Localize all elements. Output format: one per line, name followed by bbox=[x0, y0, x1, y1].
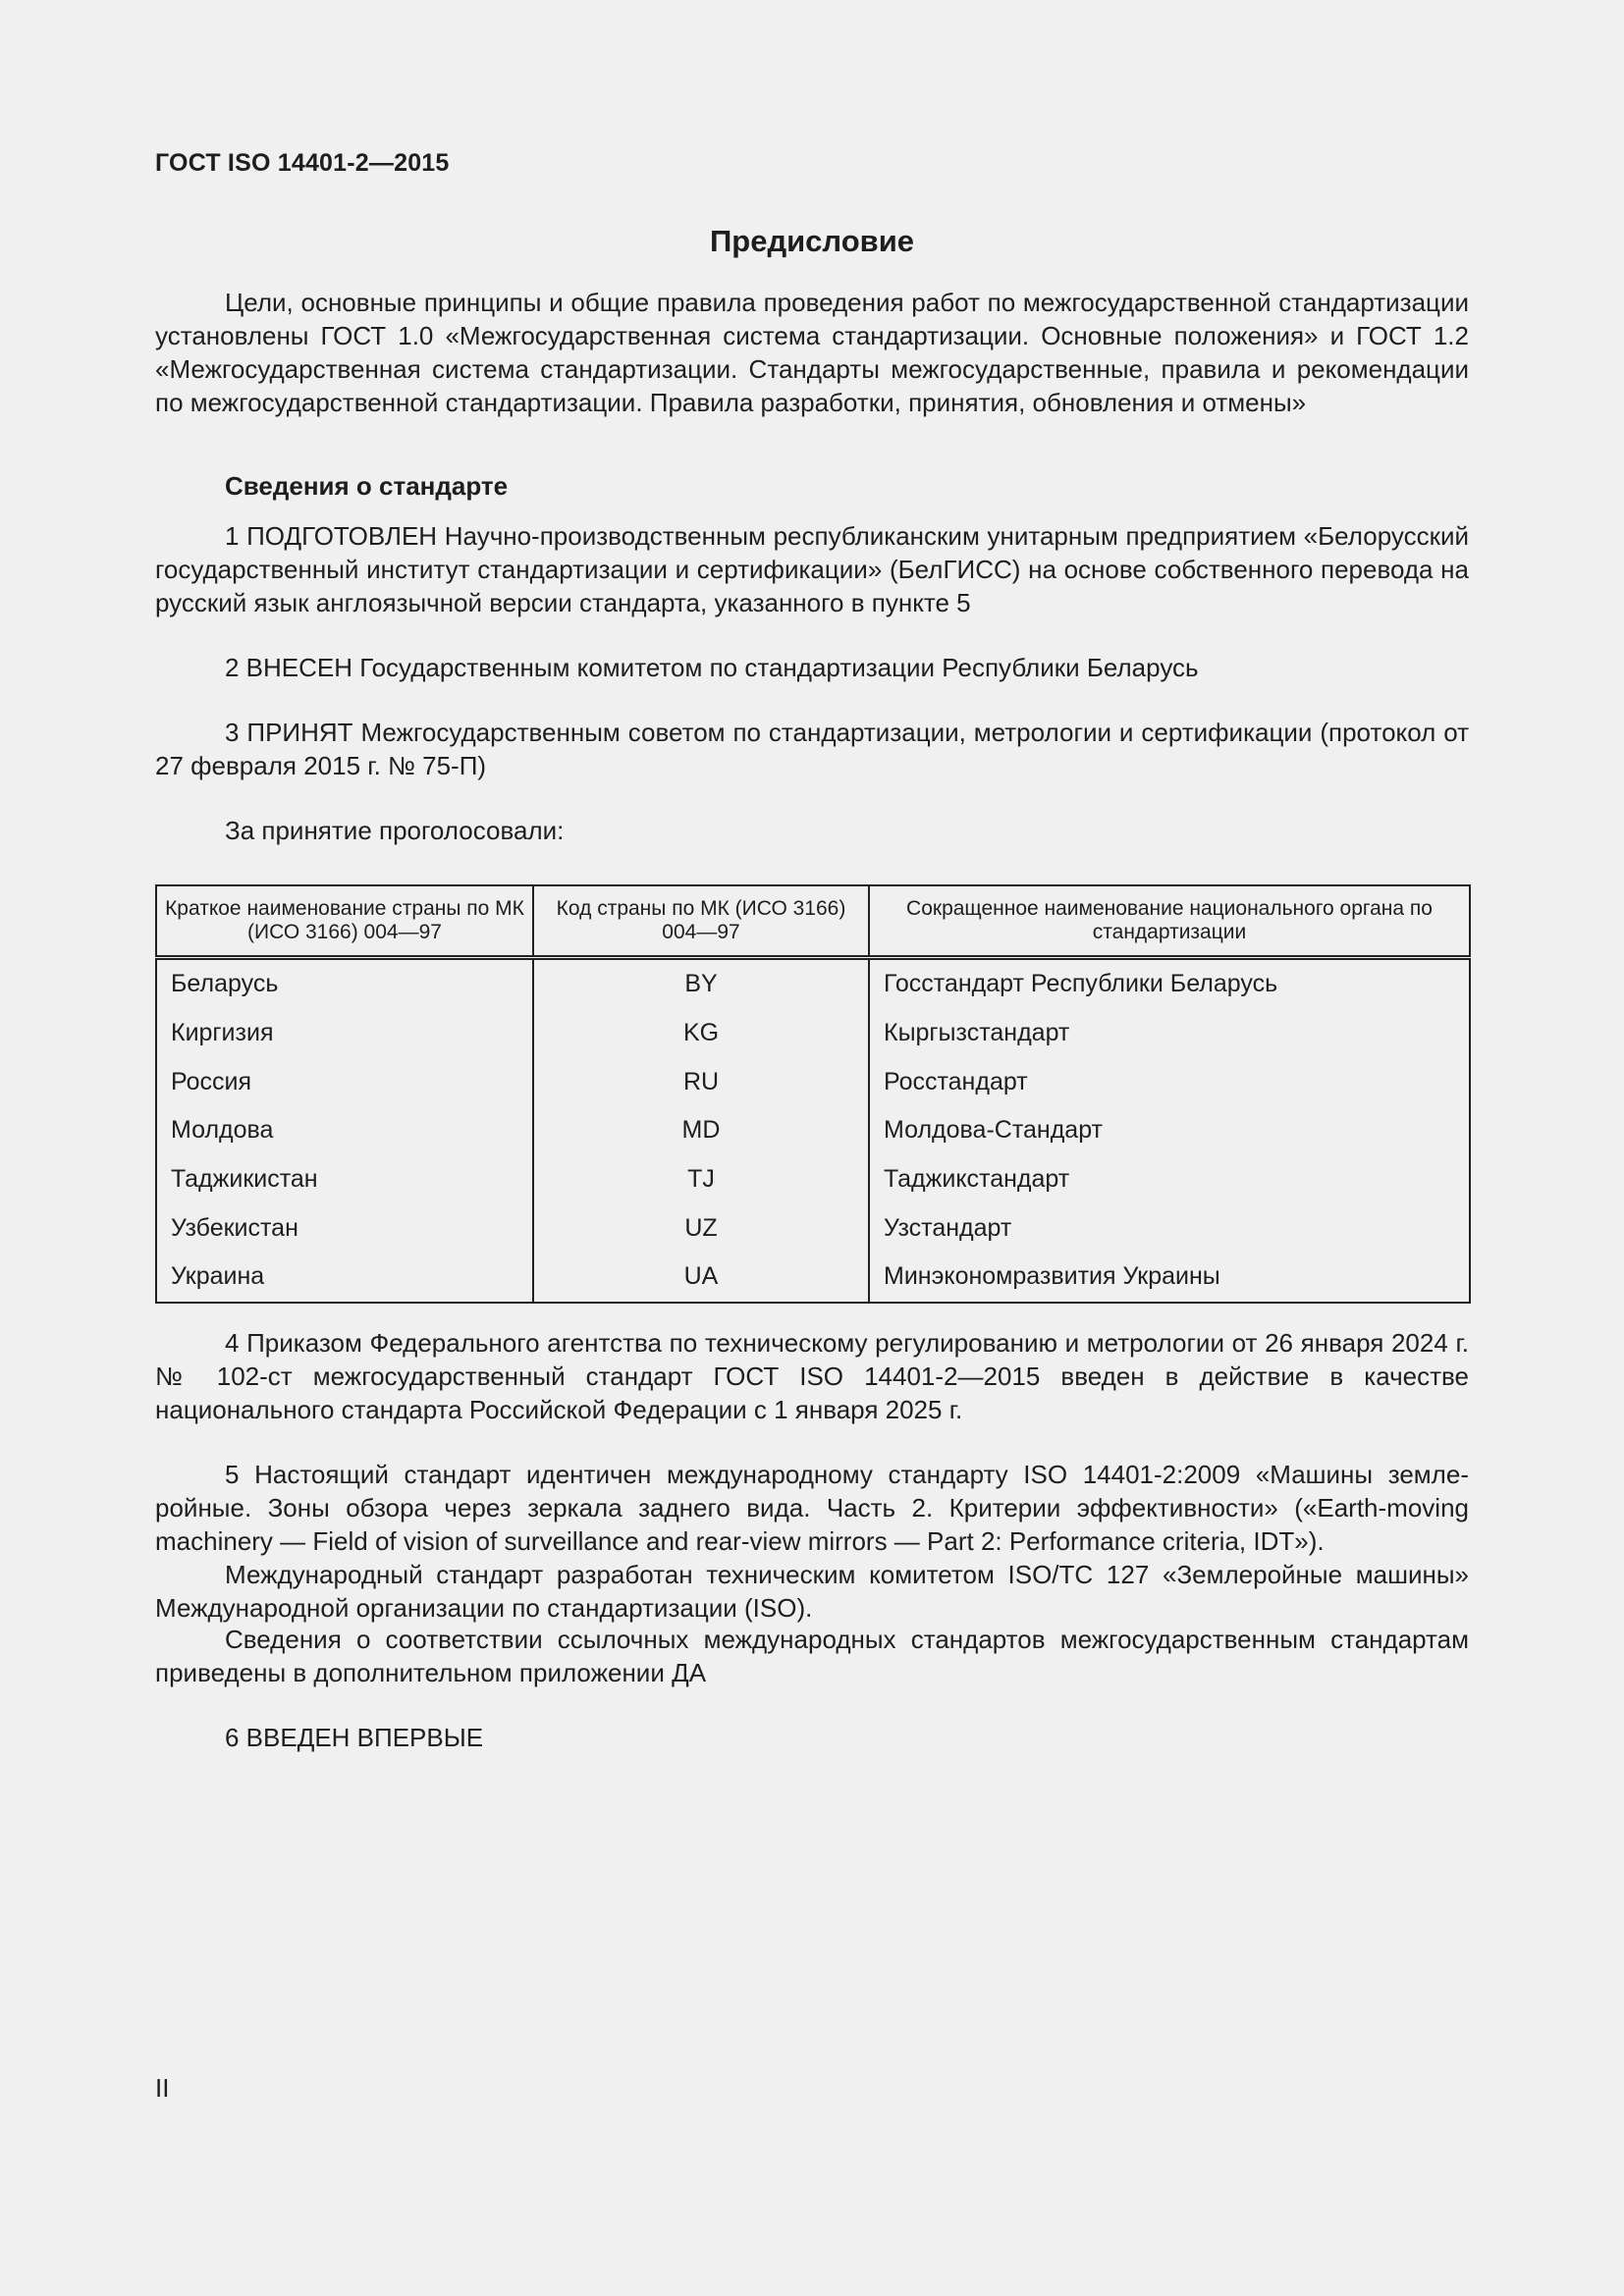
national-body-cell: Молдова-Стандарт bbox=[884, 1116, 1103, 1145]
table-row bbox=[156, 1009, 1470, 1058]
table-row bbox=[156, 1253, 1470, 1303]
item-5-paragraph: 5 Настоящий стандарт идентичен международному стандарту ISO 14401-2:2009 «Машины землеройные. Зоны обзора через зеркала заднего вида. Часть 2. Критерии эффективности» («Earth-moving machinery — Field of vision of surveillance and rear-view mirrors — Part 2: Performance criteria, IDT»). bbox=[155, 1460, 1469, 1556]
item-3-paragraph: 3 ПРИНЯТ Межгосударственным советом по стандартизации, метрологии и сертификации (протокол от 27 февраля 2015 г. № 75-П) bbox=[155, 718, 1469, 780]
national-body-cell: Узстандарт bbox=[884, 1213, 1012, 1242]
table-row bbox=[156, 1155, 1470, 1204]
country-cell: Киргизия bbox=[156, 1009, 533, 1058]
column-header-code: Код страны по МК (ИСО 3166) 004—97 bbox=[533, 885, 869, 958]
country-cell: Беларусь bbox=[156, 958, 533, 1009]
country-code-cell: RU bbox=[533, 1057, 869, 1106]
document-code-header: ГОСТ ISO 14401-2—2015 bbox=[155, 149, 450, 177]
voting-countries-table bbox=[155, 884, 1471, 1304]
table-row bbox=[156, 1106, 1470, 1155]
page-title: Предисловие bbox=[709, 224, 914, 258]
country-code-cell: UA bbox=[533, 1253, 869, 1303]
country-code-cell: UZ bbox=[533, 1203, 869, 1253]
standard-info-heading: Сведения о стандарте bbox=[225, 471, 509, 501]
country-cell: Таджикистан bbox=[156, 1155, 533, 1204]
item-5-annex-paragraph: Сведения о соответствии ссылочных международных стандартов межгосударственным стандартам приведены в дополнительном приложении ДА bbox=[155, 1625, 1469, 1687]
country-code-cell: MD bbox=[533, 1106, 869, 1155]
national-body-cell: Минэкономразвития Украины bbox=[884, 1262, 1220, 1291]
country-cell: Узбекистан bbox=[156, 1203, 533, 1253]
country-cell: Россия bbox=[156, 1057, 533, 1106]
country-cell: Молдова bbox=[156, 1106, 533, 1155]
column-header-body: Сокращенное наименование национального органа по стандартизации bbox=[869, 885, 1470, 958]
column-header-country: Краткое наименование страны по МК (ИСО 3166) 004—97 bbox=[156, 885, 533, 958]
table-row bbox=[156, 1203, 1470, 1253]
country-cell: Украина bbox=[156, 1253, 533, 1303]
national-body-cell: Таджикстандарт bbox=[884, 1165, 1070, 1194]
voted-label: За принятие проголосовали: bbox=[225, 816, 565, 845]
page-number: II bbox=[155, 2073, 170, 2103]
national-body-cell: Росстандарт bbox=[884, 1067, 1028, 1095]
item-4-paragraph: 4 Приказом Федерального агентства по техническому регулированию и метрологии от 26 января 2024 г. № 102-ст межгосударственный стандарт ГОСТ ISO 14401-2—2015 введен в действие в качестве национального стандарта Российской Федерации с 1 января 2025 г. bbox=[155, 1328, 1469, 1424]
intro-paragraph: Цели, основные принципы и общие правила проведения работ по межгосударственной стандартизации установлены ГОСТ 1.0 «Межгосударственная система стандартизации. Основные положения» и ГОСТ 1.2 «Межгосударственная система стандартизации. Стандарты межгосударственные, правила и рекомендации по межгосударственной стандартизации. Правила разработки, принятия, обновления и отмены» bbox=[155, 288, 1469, 417]
country-code-cell: BY bbox=[533, 958, 869, 1009]
item-1-paragraph: 1 ПОДГОТОВЛЕН Научно-производственным республиканским унитарным предприятием «Белорусский государственный институт стандартизации и сертификации» (БелГИСС) на основе собственного перевода на русский язык англоязычной версии стандарта, указанного в пункте 5 bbox=[155, 521, 1469, 617]
country-code-cell: TJ bbox=[533, 1155, 869, 1204]
table-header-row bbox=[156, 885, 1470, 958]
table-row bbox=[156, 958, 1470, 1009]
item-6-paragraph: 6 ВВЕДЕН ВПЕРВЫЕ bbox=[225, 1723, 484, 1752]
country-code-cell: KG bbox=[533, 1009, 869, 1058]
item-2-paragraph: 2 ВНЕСЕН Государственным комитетом по стандартизации Республики Беларусь bbox=[225, 653, 1199, 682]
national-body-cell: Госстандарт Республики Беларусь bbox=[884, 970, 1278, 998]
item-5-committee-paragraph: Международный стандарт разработан техническим комитетом ISO/TC 127 «Землеройные машины» Международной организации по стандартизации (ISO). bbox=[155, 1560, 1469, 1623]
national-body-cell: Кыргызстандарт bbox=[884, 1019, 1070, 1047]
table-row bbox=[156, 1057, 1470, 1106]
